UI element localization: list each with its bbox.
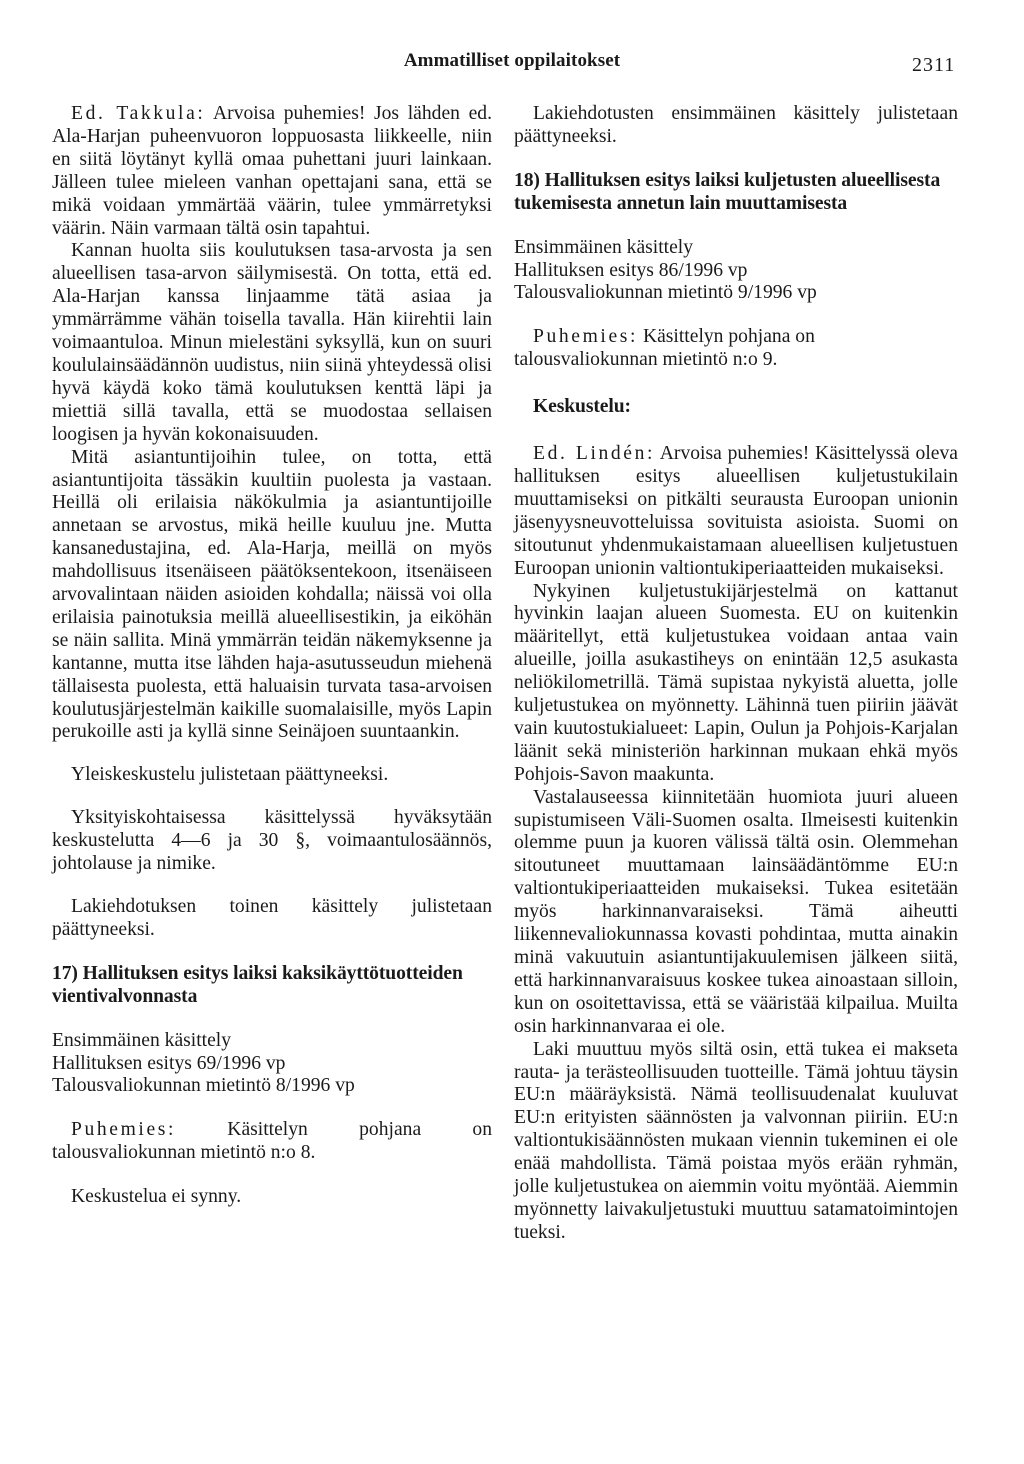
running-title: Ammatilliset oppilaitokset: [403, 50, 621, 71]
speech-linden: Ed. Lindén: Arvoisa puhemies! Käsittelyssä oleva hallituksen esitys alueellisen kuljetustukilain muuttamiseksi on pitkälti seurausta Euroopan unionin jäsenyysneuvotteluissa sovituista asioista. Suomi on sitoutunut yhdenmukaistamaan alueellisen kuljetustuen Euroopan unionin valtiontukiperiaatteiden mukaiseksi.: [514, 443, 958, 579]
paragraph: Keskustelua ei synny.: [71, 1186, 242, 1208]
speaker-statement: Puhemies: Käsittelyn pohjana on talousvaliokunnan mietintö n:o 9.: [514, 326, 815, 371]
agenda-heading-17: 17) Hallituksen esitys laiksi kaksikäyttötuotteiden vientivalvonnasta: [52, 962, 463, 1007]
discussion-label: Keskustelu:: [533, 396, 631, 418]
processing-info-17: [52, 1030, 492, 1099]
government-proposal: Hallituksen esitys 86/1996 vp: [514, 259, 748, 281]
right-column: [514, 103, 958, 1245]
paragraph: Yksityiskohtaisessa käsittelyssä hyväksytään keskustelutta 4—6 ja 30 §, voimaantulosäännös, johtolause ja nimike.: [52, 807, 492, 875]
speaker-name: Ed. Takkula:: [71, 103, 206, 124]
processing-stage: Ensimmäinen käsittely: [514, 236, 694, 258]
government-proposal: Hallituksen esitys 69/1996 vp: [52, 1052, 286, 1074]
paragraph: Kannan huolta siis koulutuksen tasa-arvosta ja sen alueellisen tasa-arvon säilymisestä. On totta, että ed. Ala-Harjan kanssa linjaamme tätä asiaa ja ymmärrämme vähän toisella tavalla. Hän kiirehtii lain voimaantuloa. Minun mielestäni syksyllä, kun on suuri koululainsäädännön uudistus, niin siinä yhteydessä olisi hyvä käydä koko tämä koulutuksen kenttä läpi ja miettiä sillä tavalla, että se muodostaa sellaisen loogisen ja hyvän kokonaisuuden.: [52, 240, 492, 445]
agenda-heading-18: 18) Hallituksen esitys laiksi kuljetusten alueellisesta tukemisesta annetun lain muuttamisesta: [514, 169, 941, 214]
paragraph: Laki muuttuu myös siltä osin, että tukea ei makseta rauta- ja terästeollisuuden tuotteille. Tämä johtuu täysin EU:n määräyksistä. Nämä teollisuudenalat kuuluvat EU:n erityisten säännösten ja valvonnan piiriin. EU:n valtiontukisäännösten mukaan viennin tukeminen ei ole enää mahdollista. Tämä poistaa myös erään ryhmän, jolle kuljetustukea on aiemmin voitu myöntää. Aiemmin myönnetty laivakuljetustuki muuttuu satamatoimintojen tueksi.: [514, 1038, 958, 1243]
page-number: 2311: [912, 54, 956, 76]
paragraph: Lakiehdotusten ensimmäinen käsittely julistetaan päättyneeksi.: [514, 103, 958, 147]
paragraph: Yleiskeskustelu julistetaan päättyneeksi.: [71, 764, 389, 786]
speech-takkula: Ed. Takkula: Arvoisa puhemies! Jos lähden ed. Ala-Harjan puheenvuoron loppuosasta liikkeelle, niin en siitä löytänyt kyllä omaa puhettani juuri lainkaan. Jälleen tulee mieleen vanhan opettajani sana, että se mikä voidaan ymmärtää väärin, tulee ymmärretyksi väärin. Näin varmaan tältä osin tapahtui.: [52, 103, 492, 239]
left-column: [52, 103, 492, 1209]
processing-stage: Ensimmäinen käsittely: [52, 1029, 232, 1051]
speaker-name: Puhemies:: [71, 1119, 177, 1141]
speaker-name: Puhemies:: [533, 326, 639, 348]
processing-info-18: [514, 237, 958, 306]
paragraph: Lakiehdotuksen toinen käsittely julistetaan päättyneeksi.: [52, 896, 492, 940]
committee-report: Talousvaliokunnan mietintö 8/1996 vp: [52, 1075, 355, 1097]
speaker-statement: Puhemies: Käsittelyn pohjana on talousvaliokunnan mietintö n:o 8.: [52, 1119, 492, 1164]
committee-report: Talousvaliokunnan mietintö 9/1996 vp: [514, 282, 817, 304]
paragraph: Mitä asiantuntijoihin tulee, on totta, että asiantuntijoita tässäkin kuultiin puolesta ja vastaan. Heillä oli erilaisia näkökulmia ja asiantuntijoille annetaan se arvostus, mikä heille kuuluu jne. Mutta kansanedustajina, ed. Ala-Harja, meillä on myös mahdollisuus itsenäiseen päätöksentekoon, itsenäiseen arvovalintaan näiden asioiden kohdalla; näissä voi olla erilaisia painotuksia meillä alueellisestikin, ja eiköhän se näin sallita. Minä ymmärrän teidän näkemyksenne ja kantanne, mutta itse lähden haja-asutusseudun miehenä tällaisesta puolesta, että haluaisin turvata tasa-arvoisen koulutusjärjestelmän kaikille suomalaisille, myös Lapin perukoille asti ja kyllä sinne Seinäjoen suuntaankin.: [52, 446, 492, 743]
paragraph: Vastalauseessa kiinnitetään huomiota juuri alueen supistumiseen Väli-Suomen osalta. Ilmeisesti kuitenkin olemme puun ja kuoren välissä tältä osin. Olemmehan sitoutuneet muuttamaan lainsäädäntömme EU:n valtiontukiperiaatteiden mukaiseksi. Tukea esitetään myös harkinnanvaraiseksi. Tämä aiheutti liikennevaliokunnassa kovasti pohdintaa, mutta ainakin minä vakuutuin asiantuntijakuulemisen jälkeen siitä, että harkinnanvaraisuus koskee tukea ainoastaan silloin, kun on osoitettavissa, että se vääristää kilpailua. Muilta osin harkinnanvaraa ei ole.: [514, 786, 958, 1037]
speaker-name: Ed. Lindén:: [533, 443, 656, 465]
paragraph: Nykyinen kuljetustukijärjestelmä on kattanut hyvinkin laajan alueen Suomesta. EU on kuitenkin määritellyt, että kuljetustukea voidaan antaa vain alueille, joilla asukastiheys on enintään 12,5 asukasta neliökilometrillä. Tämä supistaa nykyistä aluetta, jolle kuljetustukea on myönnetty. Lähinnä tuen piiriin jäävät vain kuutostukialueet: Lapin, Oulun ja Pohjois-Karjalan läänit sekä ministeriön harkinnan mukaan ehkä myös Pohjois-Savon maakunta.: [514, 580, 958, 785]
